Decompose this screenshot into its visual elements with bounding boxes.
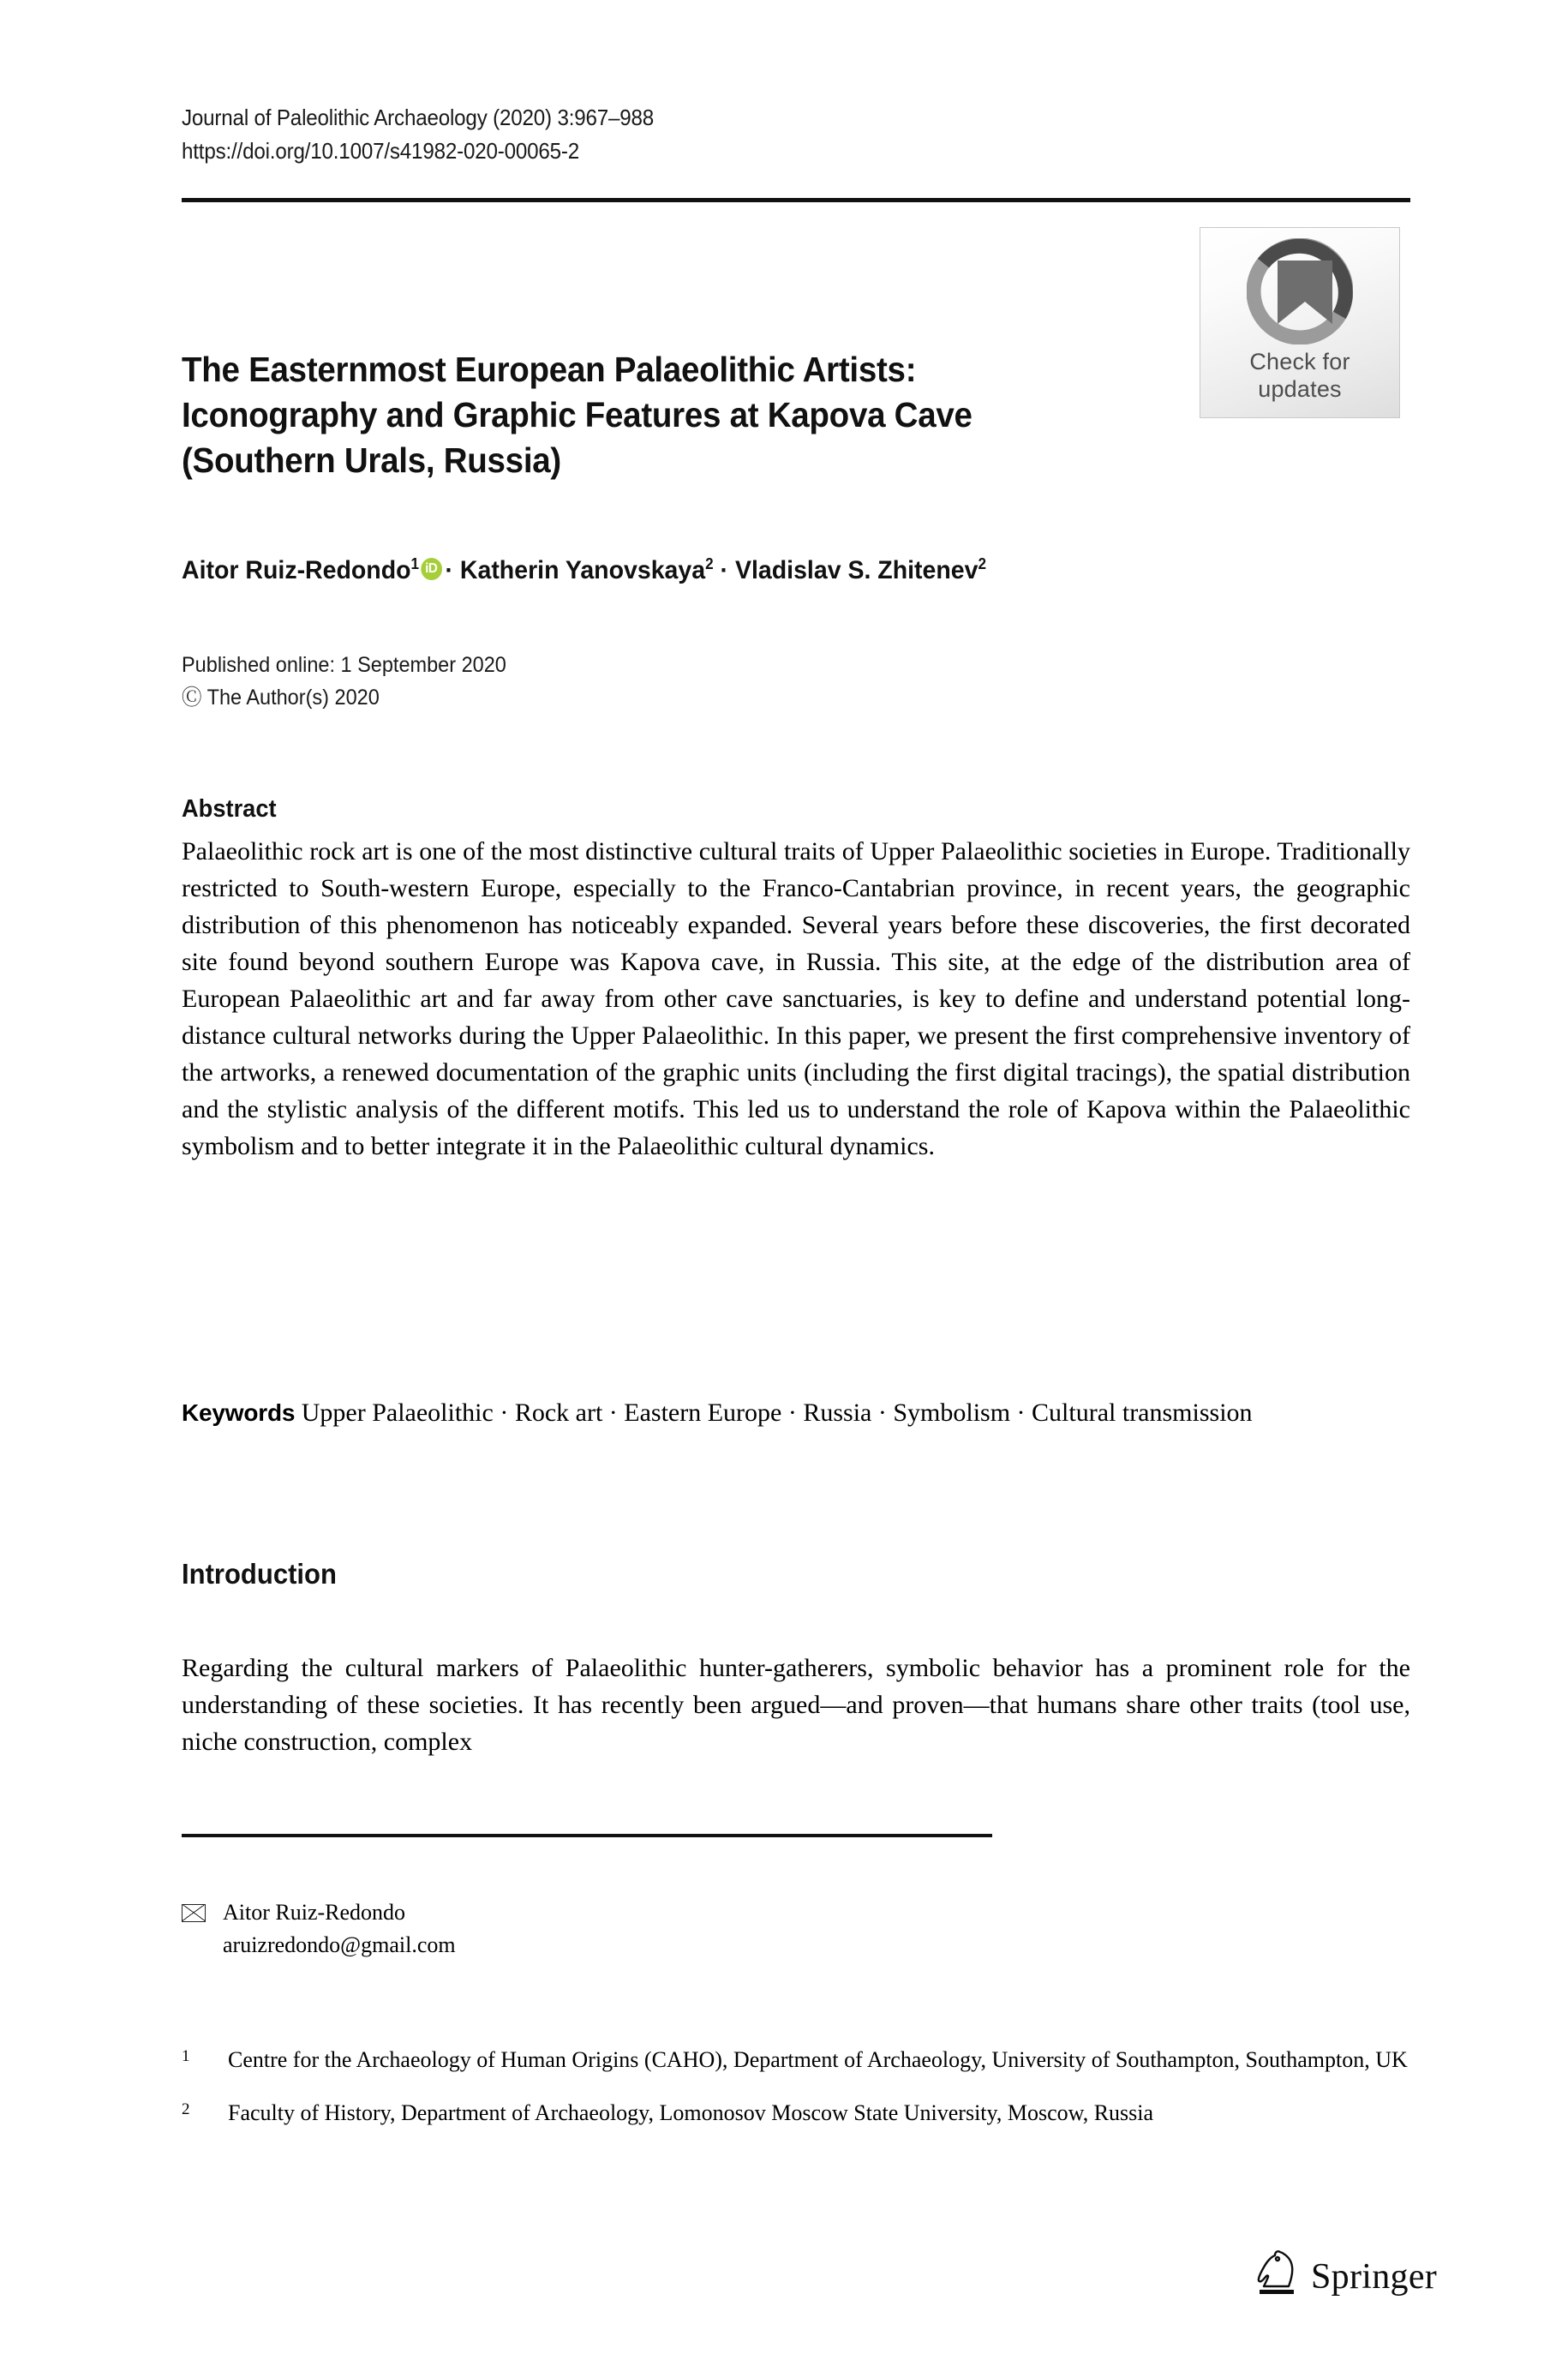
springer-wordmark: Springer <box>1311 2256 1438 2297</box>
author-list <box>182 547 1362 588</box>
affiliation-number-1: 1 <box>182 2047 190 2065</box>
article-title <box>182 347 1116 483</box>
article-title-line-2: Iconography and Graphic Features at Kapova Cave <box>182 395 973 435</box>
corresponding-author-email[interactable]: aruizredondo@gmail.com <box>223 1932 456 1957</box>
affiliation-list <box>182 2044 1433 2150</box>
corresponding-author-name: Aitor Ruiz-Redondo <box>223 1900 406 1925</box>
journal-citation-line: Journal of Paleolithic Archaeology (2020) 3:967–988 <box>182 105 655 130</box>
running-head <box>182 101 1138 168</box>
orcid-icon[interactable] <box>421 558 442 580</box>
crossmark-label-line2: updates <box>1258 376 1342 402</box>
affiliation-text-1: Centre for the Archaeology of Human Origins (CAHO), Department of Archaeology, University of Southampton, Southampton, UK <box>228 2047 1408 2072</box>
affiliation-text-2: Faculty of History, Department of Archaeology, Lomonosov Moscow State University, Moscow, Russia <box>228 2100 1154 2125</box>
introduction-paragraph: Regarding the cultural markers of Palaeolithic hunter-gatherers, symbolic behavior has a prominent role for the understanding of these societies. It has recently been argued—and proven—that humans share other traits (tool use, niche construction, complex <box>182 1654 1410 1756</box>
envelope-icon <box>182 1904 206 1922</box>
publication-info <box>182 649 907 714</box>
footnote-divider-rule <box>182 1834 992 1837</box>
keywords-label: Keywords <box>182 1399 296 1426</box>
affiliation-item <box>182 2044 1433 2076</box>
crossmark-label <box>1200 348 1399 403</box>
author-name-3[interactable]: Vladislav S. Zhitenev <box>734 556 979 584</box>
author-separator-2: · <box>720 556 729 584</box>
keywords-line <box>182 1394 1410 1431</box>
copyright-line: Ⓒ The Author(s) 2020 <box>182 686 380 710</box>
crossmark-label-line1: Check for <box>1249 349 1350 374</box>
corresponding-author-block <box>182 1896 1038 1962</box>
abstract-text: Palaeolithic rock art is one of the most distinctive cultural traits of Upper Palaeolithic societies in Europe. Traditionally restricted to South-western Europe, especially to the Franco-Cantabrian province, in recent years, the geographic distribution of this phenomenon has noticeably expanded. Several years before these discoveries, the first decorated site found beyond southern Europe was Kapova cave, in Russia. This site, at the edge of the distribution area of European Palaeolithic art and far away from other cave sanctuaries, is key to define and understand potential long-distance cultural networks during the Upper Palaeolithic. In this paper, we present the first comprehensive inventory of the artworks, a renewed documentation of the graphic units (including the first digital tracings), the spatial distribution and the stylistic analysis of the different motifs. This led us to understand the role of Kapova within the Palaeolithic symbolism and to better integrate it in the Palaeolithic cultural dynamics. <box>182 837 1410 1160</box>
author-affiliation-marker-1: 1 <box>410 555 420 572</box>
author-affiliation-marker-2: 2 <box>705 555 714 572</box>
author-name-1[interactable]: Aitor Ruiz-Redondo <box>182 556 411 584</box>
affiliation-number-2: 2 <box>182 2100 190 2118</box>
springer-knight-icon <box>1254 2249 1301 2304</box>
keywords-values: Upper Palaeolithic · Rock art · Eastern Europe · Russia · Symbolism · Cultural transmission <box>301 1399 1253 1427</box>
author-separator-1: · <box>445 556 453 584</box>
crossmark-bookmark-icon <box>1247 238 1353 344</box>
abstract-heading: Abstract <box>182 795 277 823</box>
author-affiliation-marker-3: 2 <box>978 555 987 572</box>
check-for-updates-badge[interactable] <box>1200 227 1400 418</box>
article-title-line-3: (Southern Urals, Russia) <box>182 440 561 481</box>
affiliation-item <box>182 2097 1433 2129</box>
springer-footer <box>1254 2249 1437 2304</box>
doi-line: https://doi.org/10.1007/s41982-020-00065-2 <box>182 138 580 164</box>
orcid-icon-label: iD <box>425 561 438 576</box>
author-name-2[interactable]: Katherin Yanovskaya <box>459 556 706 584</box>
published-online-date: Published online: 1 September 2020 <box>182 653 506 677</box>
article-title-line-1: The Easternmost European Palaeolithic Artists: <box>182 350 917 390</box>
introduction-heading: Introduction <box>182 1558 337 1590</box>
header-divider-rule <box>182 198 1410 202</box>
